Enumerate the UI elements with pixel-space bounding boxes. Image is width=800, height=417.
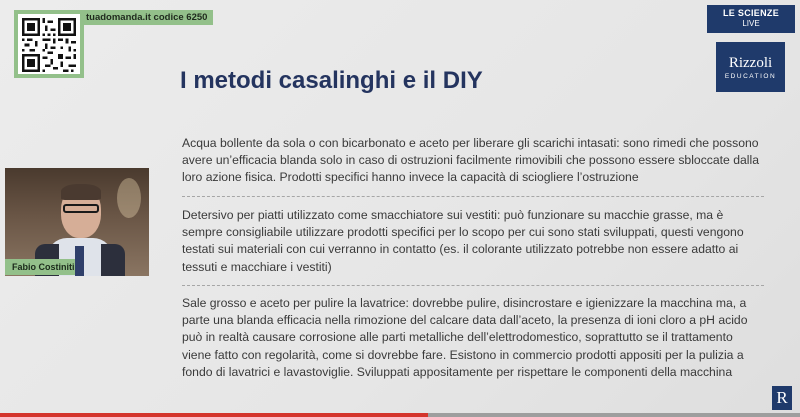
presenter-hair	[61, 184, 101, 200]
qr-caption: tuadomanda.it codice 6250	[82, 10, 213, 25]
slide-paragraph-2: Detersivo per piatti utilizzato come smacchiatore sui vestiti: può funzionare su macchie grasse, ma è sempre consigliabile utilizzare prodotti specifici per lo scopo per cui sono stati sviluppati, questi vengono testati sui materiali con cui verranno in contatto (es. il colorante utilizzato potrebbe non essere adatto ai tessuti e macchiare i vestiti)	[182, 208, 744, 274]
badge-title: LE SCIENZE	[722, 8, 779, 18]
background-lamp	[117, 178, 141, 218]
presenter-name-tag: Fabio Costiniti	[5, 259, 75, 275]
logo-subtitle: EDUCATION	[724, 73, 777, 80]
presenter-jacket	[101, 244, 125, 276]
paragraph-divider	[182, 196, 764, 197]
rizzoli-education-logo	[716, 42, 785, 92]
slide-paragraph-3: Sale grosso e aceto per pulire la lavatrice: dovrebbe pulire, disincrostare e igienizzare la macchina ma, a parte una blanda efficacia nella rimozione del calcare data dall’aceto, la presenza di ioni cloro a pH acido può in realtà causare corrosione alle parti metalliche dell’elettrodomestico, soprattutto se il trattamento viene fatto con regolarità, come si dovrebbe fare. Esistono in commercio prodotti appositi per la pulizia a fondo di lavatrici e lavastoviglie. Sviluppati appositamente per rispettare le componenti della macchina	[182, 296, 748, 379]
video-progress-fill	[0, 413, 428, 417]
le-scienze-live-badge	[707, 5, 795, 33]
video-progress-bar[interactable]	[0, 413, 800, 417]
presenter-glasses	[63, 204, 99, 213]
qr-code	[14, 10, 84, 78]
rizzoli-r-icon: R	[772, 386, 792, 410]
slide-paragraph-1: Acqua bollente da sola o con bicarbonato e aceto per liberare gli scarichi intasati: sono rimedi che possono avere un’efficacia blanda solo in caso di ostruzioni facilmente rimovibili che possono essere sbloccate dalla loro azione fisica. Prodotti specifici hanno invece la capacità di sciogliere l’ostruzione	[182, 136, 759, 185]
slide-title: I metodi casalinghi e il DIY	[180, 67, 483, 94]
qr-code-icon	[22, 18, 76, 72]
logo-name: Rizzoli	[728, 55, 773, 71]
presenter-tie	[75, 246, 84, 276]
paragraph-divider	[182, 285, 764, 286]
badge-subtitle: LIVE	[742, 19, 760, 28]
